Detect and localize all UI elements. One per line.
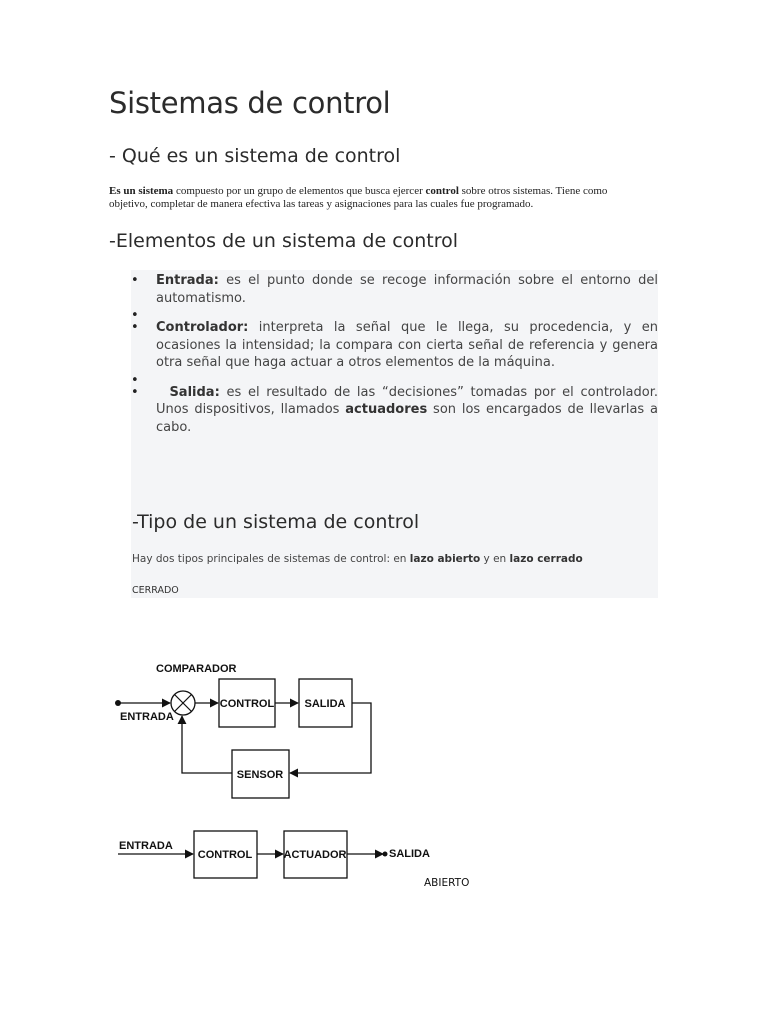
closed-input-label: ENTRADA	[120, 711, 174, 723]
tipo-bold-cerrado: lazo cerrado	[509, 553, 583, 565]
term-entrada: Entrada:	[156, 273, 219, 288]
heading-elementos: -Elementos de un sistema de control	[109, 230, 459, 252]
tipo-text-1: Hay dos tipos principales de sistemas de control: en	[132, 553, 410, 565]
tipo-bold-abierto: lazo abierto	[409, 553, 481, 565]
comparator-label: COMPARADOR	[156, 663, 237, 675]
bullet-icon: •	[131, 320, 139, 335]
cerrado-label: CERRADO	[132, 585, 179, 596]
text-entrada: es el punto donde se recoge información sobre el entorno del automatismo.	[156, 273, 658, 306]
text-controlador: interpreta la señal que le llega, su procedencia, y en ocasiones la intensidad; la compara con cierta señal de referencia y genera otra señal que haga actuar a otros elementos de la máquina.	[156, 320, 658, 370]
intro-bold-control: control	[425, 185, 459, 197]
closed-loop-diagram	[115, 663, 371, 798]
output-dot	[383, 852, 388, 857]
open-input-label: ENTRADA	[119, 840, 173, 852]
text-salida-after: son los encargados de llevarlas a cabo.	[156, 402, 658, 435]
closed-output-label: SALIDA	[304, 698, 346, 710]
tipo-text-2: y en	[480, 553, 510, 565]
open-loop-diagram	[118, 831, 430, 878]
term-salida: Salida:	[169, 384, 220, 400]
intro-bold-lead: Es un sistema	[109, 185, 174, 197]
intro-text-1: compuesto por un grupo de elementos que busca ejercer	[173, 185, 426, 197]
sensor-label: SENSOR	[236, 769, 284, 781]
bullet-icon: •	[131, 308, 139, 323]
bullet-icon: •	[131, 273, 139, 288]
bullet-icon: •	[131, 384, 139, 400]
abierto-label: ABIERTO	[424, 877, 470, 889]
comparator-icon	[171, 691, 195, 715]
bullet-icon: •	[131, 372, 139, 388]
heading-que-es: - Qué es un sistema de control	[109, 145, 401, 167]
open-output-label: SALIDA	[389, 848, 430, 860]
term-actuadores: actuadores	[345, 402, 428, 417]
text-salida-before: es el resultado de las “decisiones” tomadas por el controlador. Unos dispositivos, llamados	[156, 384, 659, 417]
open-control-label: CONTROL	[197, 849, 253, 861]
intro-text-2: sobre otros sistemas. Tiene como objetivo, completar de manera efectiva las tareas y asignaciones para las cuales fue programado.	[109, 185, 608, 210]
page-title: Sistemas de control	[109, 86, 391, 120]
term-controlador: Controlador:	[156, 320, 249, 335]
closed-control-label: CONTROL	[219, 698, 275, 710]
actuator-label: ACTUADOR	[283, 849, 347, 861]
heading-tipo: -Tipo de un sistema de control	[132, 511, 420, 533]
